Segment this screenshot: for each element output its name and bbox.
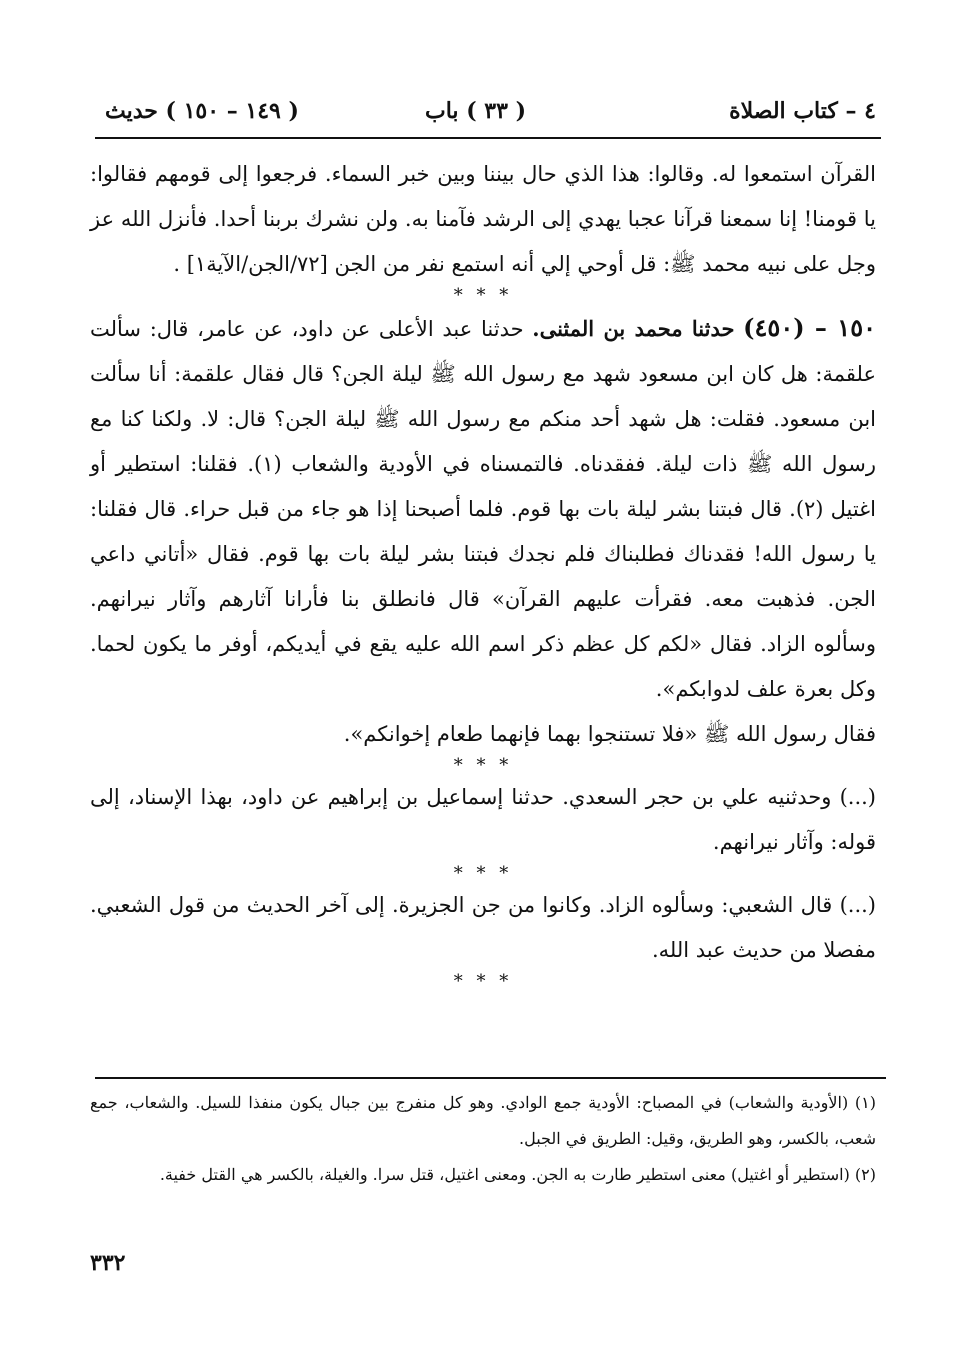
section-separator: * * * <box>453 755 513 776</box>
section-separator: * * * <box>453 863 513 884</box>
chain-shabi: (...) قال الشعبي: وسألوه الزاد. وكانوا من جن الجزيرة. إلى آخر الحديث من قول الشعبي. مفصلا من حديث عبد الله. <box>90 893 876 962</box>
hadith-narrator: حدثنا محمد بن المثنى. <box>532 316 735 341</box>
footnotes <box>90 1085 876 1193</box>
section-separator: * * * <box>453 971 513 992</box>
hadith-number: ١٥٠ – (٤٥٠) <box>743 313 876 342</box>
hadith-text: حدثنا عبد الأعلى عن داود، عن عامر، قال: سألت علقمة: هل كان ابن مسعود شهد مع رسول الله ﷺ ليلة الجن؟ قال فقال علقمة: أنا سألت ابن مسعود. فقلت: هل شهد أحد منكم مع رسول الله ﷺ ليلة الجن؟ قال: لا. ولكنا كنا مع رسول الله ﷺ ذات ليلة. ففقدناه. فالتمسناه في الأودية والشعاب (١). فقلنا: استطير أو اغتيل (٢). قال فبتنا بشر ليلة بات بها قوم. فلما أصبحنا إذا هو جاء من قبل حراء. قال فقلنا: يا رسول الله! فقدناك فطلبناك فلم نجدك فبتنا بشر ليلة بات بها قوم. فقال «أتاني داعي الجن. فذهبت معه. فقرأت عليهم القرآن» قال فانطلق بنا فأرانا آثارهم وآثار نيرانهم. وسألوه الزاد. فقال «لكم كل عظم ذكر اسم الله عليه يقع في أيديكم، أوفر ما يكون لحما. وكل بعرة علف لدوابكم». <box>90 317 876 701</box>
hadith-150-ending: فقال رسول الله ﷺ «فلا تستنجوا بهما فإنهما طعام إخوانكم». <box>343 722 876 746</box>
chain-ali-bin-hujr: (...) وحدثنيه علي بن حجر السعدي. حدثنا إسماعيل بن إبراهيم عن داود، بهذا الإسناد، إلى قوله: وآثار نيرانهم. <box>90 785 876 854</box>
page-number: ٣٣٢ <box>90 1250 126 1276</box>
main-text <box>90 152 876 991</box>
footnote-1: (١) (الأودية والشعاب) في المصباح: الأودية جمع الوادي. وهو كل منفرج بين جبال يكون منفذا للسيل. والشعاب، جمع شعب، بالكسر، وهو الطريق، وقيل: الطريق في الجبل. <box>90 1093 876 1148</box>
footnote-rule <box>95 1077 886 1079</box>
chapter-title: ٤ – كتاب الصلاة <box>729 98 876 124</box>
header-rule <box>95 137 881 139</box>
bab-number: ( ٣٣ ) باب <box>425 98 526 124</box>
footnote-2: (٢) (استطير أو اغتيل) معنى استطير طارت به الجن. ومعنى اغتيل، قتل سرا. والغيلة، بالكسر هي القتل خفية. <box>159 1165 876 1184</box>
hadith-150 <box>90 305 876 712</box>
passage-continuation: القرآن استمعوا له. وقالوا: هذا الذي حال بيننا وبين خبر السماء. فرجعوا إلى قومهم فقالوا: يا قومنا! إنا سمعنا قرآنا عجبا يهدي إلى الرشد فآمنا به. ولن نشرك بربنا أحدا. فأنزل الله عز وجل على نبيه محمد ﷺ: قل أوحي إلي أنه استمع نفر من الجن [٧٢/الجن/الآية١] . <box>90 162 876 276</box>
running-header <box>95 92 886 136</box>
section-separator: * * * <box>453 285 513 306</box>
hadith-range: ( ١٤٩ – ١٥٠ ) حديث <box>105 98 299 124</box>
